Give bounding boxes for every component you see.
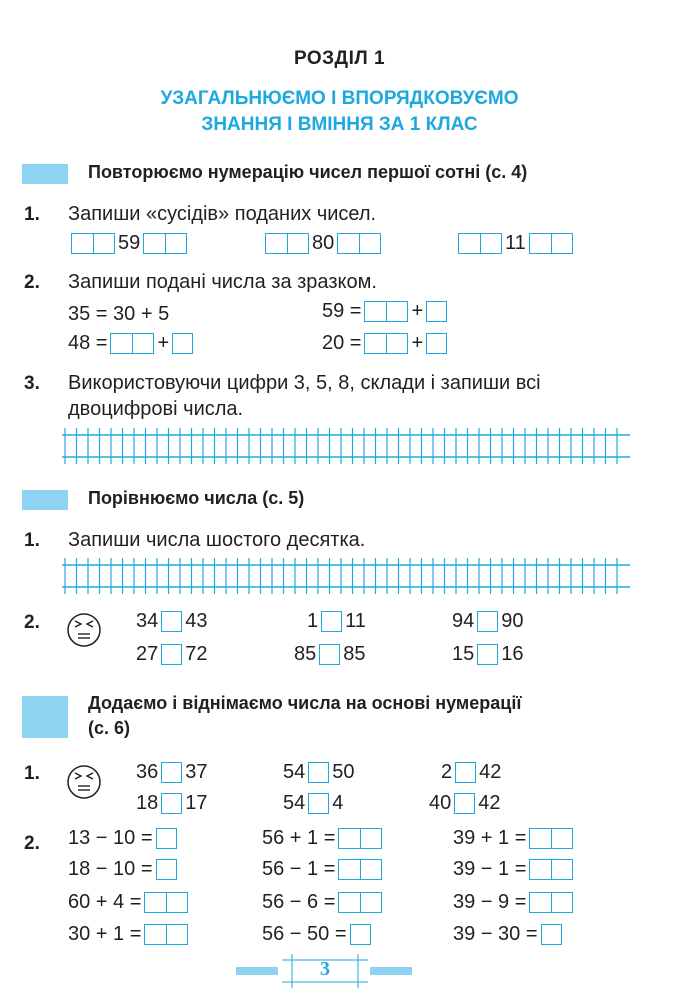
sign-box[interactable] bbox=[321, 611, 342, 632]
equation-row bbox=[68, 858, 180, 881]
footer-bar-left bbox=[236, 967, 278, 975]
compare-item bbox=[452, 643, 524, 666]
equation-text: 56 + 1 = bbox=[262, 827, 336, 849]
section-marker bbox=[22, 696, 68, 738]
section-marker bbox=[22, 164, 68, 184]
equation-text: 39 − 9 = bbox=[453, 891, 527, 913]
equation-row bbox=[262, 858, 385, 881]
answer-box[interactable] bbox=[156, 828, 177, 849]
compare-item bbox=[283, 761, 355, 784]
writing-grid[interactable] bbox=[62, 558, 630, 594]
compare-item bbox=[307, 610, 366, 633]
right-number: 17 bbox=[185, 792, 208, 814]
equation-row bbox=[453, 891, 576, 914]
answer-box[interactable] bbox=[529, 892, 573, 913]
left-number: 54 bbox=[283, 761, 306, 783]
equation-text: 60 + 4 = bbox=[68, 891, 142, 913]
right-number: 11 bbox=[345, 610, 366, 632]
equation-text: 18 − 10 = bbox=[68, 858, 153, 880]
section-title: Порівнюємо числа (с. 5) bbox=[88, 488, 305, 508]
left-number: 34 bbox=[136, 610, 159, 632]
task-number: 1. bbox=[24, 530, 40, 551]
answer-box[interactable] bbox=[529, 859, 573, 880]
expansion-row bbox=[322, 300, 450, 323]
equation-left: 48 = bbox=[68, 332, 108, 354]
given-number: 80 bbox=[312, 232, 335, 254]
answer-box[interactable] bbox=[156, 859, 177, 880]
task-number: 3. bbox=[24, 373, 40, 394]
equation-text: 56 − 50 = bbox=[262, 923, 347, 945]
left-number: 1 bbox=[307, 610, 319, 632]
neighbors-row bbox=[455, 232, 576, 255]
section-title: Повторюємо нумерацію чисел першої сотні (с. 4) bbox=[88, 162, 528, 182]
equation-text: 30 + 1 = bbox=[68, 923, 142, 945]
sign-box[interactable] bbox=[161, 793, 182, 814]
compare-sign-icon bbox=[66, 612, 102, 648]
equation-row bbox=[453, 858, 576, 881]
answer-box[interactable] bbox=[338, 828, 382, 849]
answer-box[interactable] bbox=[426, 333, 447, 354]
answer-box[interactable] bbox=[337, 233, 381, 254]
right-number: 50 bbox=[332, 761, 355, 783]
sign-box[interactable] bbox=[161, 611, 182, 632]
right-number: 16 bbox=[501, 643, 524, 665]
equation-text: 39 + 1 = bbox=[453, 827, 527, 849]
answer-box[interactable] bbox=[426, 301, 447, 322]
left-number: 54 bbox=[283, 792, 306, 814]
task-text: Запиши подані числа за зразком. bbox=[68, 271, 377, 293]
sign-box[interactable] bbox=[161, 762, 182, 783]
answer-box[interactable] bbox=[143, 233, 187, 254]
left-number: 15 bbox=[452, 643, 475, 665]
right-number: 42 bbox=[479, 761, 502, 783]
equation-row bbox=[68, 827, 180, 850]
answer-box[interactable] bbox=[364, 301, 408, 322]
left-number: 27 bbox=[136, 643, 159, 665]
answer-box[interactable] bbox=[458, 233, 502, 254]
sign-box[interactable] bbox=[455, 762, 476, 783]
sign-box[interactable] bbox=[308, 762, 329, 783]
compare-item bbox=[136, 610, 208, 633]
right-number: 37 bbox=[185, 761, 208, 783]
sign-box[interactable] bbox=[477, 611, 498, 632]
page-number: 3 bbox=[320, 958, 330, 980]
left-number: 85 bbox=[294, 643, 317, 665]
equation-text: 56 − 6 = bbox=[262, 891, 336, 913]
equation-row bbox=[453, 827, 576, 850]
given-number: 59 bbox=[118, 232, 141, 254]
expansion-row bbox=[322, 332, 450, 355]
right-number: 43 bbox=[185, 610, 208, 632]
answer-box[interactable] bbox=[265, 233, 309, 254]
right-number: 4 bbox=[332, 792, 344, 814]
plus-sign: + bbox=[157, 332, 170, 354]
equation-left: 20 = bbox=[322, 332, 362, 354]
equation-text: 39 − 1 = bbox=[453, 858, 527, 880]
answer-box[interactable] bbox=[172, 333, 193, 354]
equation-left: 59 = bbox=[322, 300, 362, 322]
task-number: 2. bbox=[24, 272, 40, 293]
chapter-heading: РОЗДІЛ 1 bbox=[293, 48, 386, 69]
left-number: 2 bbox=[441, 761, 453, 783]
equation-row bbox=[68, 923, 191, 946]
task-number: 1. bbox=[24, 763, 40, 784]
equation-row bbox=[68, 891, 191, 914]
example-equation: 35 = 30 + 5 bbox=[68, 303, 170, 325]
left-number: 94 bbox=[452, 610, 475, 632]
answer-box[interactable] bbox=[338, 892, 382, 913]
writing-grid[interactable] bbox=[62, 428, 630, 464]
task-text: Запиши «сусідів» поданих чисел. bbox=[68, 203, 377, 225]
chapter-subtitle-line2: ЗНАННЯ І ВМІННЯ ЗА 1 КЛАС bbox=[201, 114, 478, 135]
equation-row bbox=[453, 923, 565, 946]
task-number: 2. bbox=[24, 612, 40, 633]
answer-box[interactable] bbox=[144, 892, 188, 913]
answer-box[interactable] bbox=[110, 333, 154, 354]
right-number: 85 bbox=[343, 643, 366, 665]
answer-box[interactable] bbox=[541, 924, 562, 945]
sign-box[interactable] bbox=[477, 644, 498, 665]
left-number: 40 bbox=[429, 792, 452, 814]
neighbors-row bbox=[262, 232, 384, 255]
sign-box[interactable] bbox=[308, 793, 329, 814]
compare-item bbox=[429, 792, 501, 815]
chapter-subtitle-line1: УЗАГАЛЬНЮЄМО І ВПОРЯДКОВУЄМО bbox=[160, 88, 519, 109]
right-number: 42 bbox=[478, 792, 501, 814]
task-text: двоцифрові числа. bbox=[68, 398, 244, 420]
right-number: 72 bbox=[185, 643, 208, 665]
left-number: 18 bbox=[136, 792, 159, 814]
answer-box[interactable] bbox=[364, 333, 408, 354]
compare-item bbox=[441, 761, 501, 784]
right-number: 90 bbox=[501, 610, 524, 632]
task-text: Запиши числа шостого десятка. bbox=[68, 529, 366, 551]
compare-item bbox=[452, 610, 524, 633]
task-number: 2. bbox=[24, 833, 40, 854]
task-text: Використовуючи цифри 3, 5, 8, склади і запиши всі bbox=[68, 372, 541, 394]
plus-sign: + bbox=[411, 332, 424, 354]
equation-row bbox=[262, 827, 385, 850]
answer-box[interactable] bbox=[338, 859, 382, 880]
compare-item bbox=[136, 761, 208, 784]
compare-item bbox=[136, 643, 208, 666]
section-marker bbox=[22, 490, 68, 510]
answer-box[interactable] bbox=[529, 233, 573, 254]
equation-row bbox=[262, 891, 385, 914]
compare-item bbox=[136, 792, 208, 815]
answer-box[interactable] bbox=[350, 924, 371, 945]
answer-box[interactable] bbox=[144, 924, 188, 945]
left-number: 36 bbox=[136, 761, 159, 783]
section-title-cont: (с. 6) bbox=[88, 718, 131, 738]
section-title: Додаємо і віднімаємо числа на основі нумерації bbox=[88, 693, 522, 713]
compare-item bbox=[283, 792, 343, 815]
equation-text: 39 − 30 = bbox=[453, 923, 538, 945]
answer-box[interactable] bbox=[71, 233, 115, 254]
answer-box[interactable] bbox=[529, 828, 573, 849]
equation-text: 13 − 10 = bbox=[68, 827, 153, 849]
given-number: 11 bbox=[505, 232, 526, 254]
neighbors-row bbox=[68, 232, 190, 255]
sign-box[interactable] bbox=[319, 644, 340, 665]
equation-text: 56 − 1 = bbox=[262, 858, 336, 880]
equation-row bbox=[262, 923, 374, 946]
compare-item bbox=[294, 643, 366, 666]
compare-sign-icon bbox=[66, 764, 102, 800]
task-number: 1. bbox=[24, 204, 40, 225]
expansion-row bbox=[68, 332, 196, 355]
sign-box[interactable] bbox=[161, 644, 182, 665]
footer-bar-right bbox=[370, 967, 412, 975]
sign-box[interactable] bbox=[454, 793, 475, 814]
plus-sign: + bbox=[411, 300, 424, 322]
